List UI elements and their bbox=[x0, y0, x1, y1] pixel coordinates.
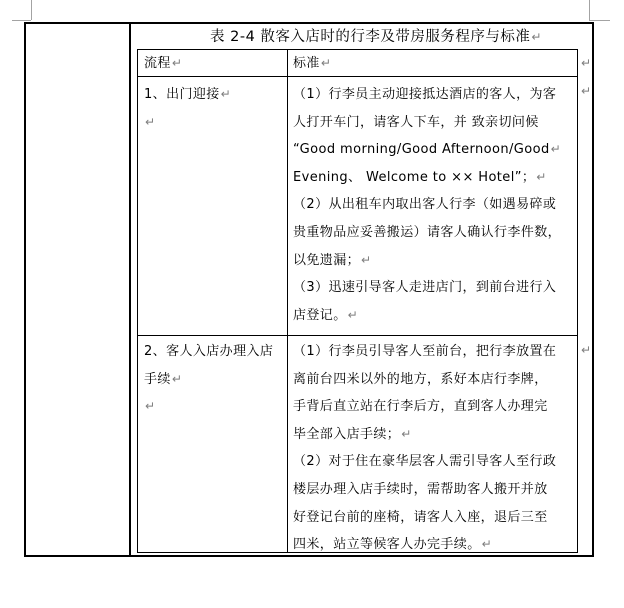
pilcrow-mark-icon bbox=[556, 454, 557, 468]
process-line bbox=[144, 109, 287, 137]
pilcrow-mark-icon: ↵ bbox=[536, 169, 547, 184]
header-process-label: 流程 bbox=[144, 56, 171, 71]
outer-table-column-divider bbox=[129, 24, 131, 555]
standard-line: （1）行李员引导客人至前台，把行李放置在 bbox=[293, 344, 557, 359]
pilcrow-mark-icon bbox=[539, 115, 540, 129]
process-line bbox=[144, 393, 287, 421]
pilcrow-mark-icon: ↵ bbox=[171, 371, 183, 386]
header-line bbox=[293, 50, 577, 76]
pilcrow-mark-icon: ↵ bbox=[145, 399, 156, 414]
row2-standard-cell bbox=[288, 336, 577, 552]
row1-standard-cell bbox=[288, 77, 577, 336]
margin-crop-mark-top-left-vertical bbox=[31, 0, 32, 20]
standard-line: Evening、 Welcome to ×× Hotel”；↵ bbox=[293, 169, 547, 185]
pilcrow-mark-icon bbox=[548, 482, 549, 496]
table-caption-text: 表 2-4 散客入店时的行李及带房服务程序与标准 bbox=[210, 29, 531, 45]
pilcrow-mark-icon: ↵ bbox=[171, 56, 183, 70]
margin-crop-mark-top-right-vertical bbox=[589, 0, 590, 20]
row2-process-cell bbox=[138, 336, 288, 552]
pilcrow-mark-icon: ↵ bbox=[531, 30, 542, 44]
service-standard-table bbox=[137, 49, 578, 553]
table-caption bbox=[137, 26, 577, 48]
pilcrow-mark-icon: ↵ bbox=[361, 252, 372, 267]
standard-line: 好登记台前的座椅，请客人入座，退后三至 bbox=[293, 509, 548, 525]
pilcrow-mark-icon: ↵ bbox=[550, 142, 562, 157]
pilcrow-mark-icon: ↵ bbox=[220, 87, 232, 101]
pilcrow-mark-icon: ↵ bbox=[401, 426, 412, 441]
process-line: 手续↵ bbox=[144, 371, 183, 387]
pilcrow-mark-icon bbox=[548, 510, 549, 524]
header-line bbox=[144, 50, 287, 76]
header-cell-process bbox=[138, 50, 288, 77]
standard-line: “Good morning/Good Afternoon/Good↵ bbox=[293, 142, 562, 158]
row1-process-cell bbox=[138, 77, 288, 336]
standard-line: 以免遗漏；↵ bbox=[293, 252, 372, 268]
pilcrow-mark-icon bbox=[548, 399, 549, 413]
pilcrow-mark-icon bbox=[556, 197, 557, 211]
pilcrow-mark-icon bbox=[556, 280, 557, 294]
standard-line: （2）从出租车内取出客人行李（如遇易碎或 bbox=[293, 197, 557, 213]
standard-line: 楼层办理入店手续时，需帮助客人搬开并放 bbox=[293, 481, 548, 497]
standard-line: 四米，站立等候客人办完手续。↵ bbox=[293, 537, 493, 552]
standard-line: 贵重物品应妥善搬运）请客人确认行李件数， bbox=[293, 224, 562, 240]
standard-line: 店登记。↵ bbox=[293, 307, 359, 323]
margin-crop-mark-top-right-horizontal bbox=[589, 20, 610, 21]
row-end-pilcrow-mark-icon: ↵ bbox=[581, 84, 592, 98]
standard-line: （1）行李员主动迎接抵达酒店的客人，为客 bbox=[293, 87, 557, 102]
header-cell-standard bbox=[288, 50, 577, 77]
pilcrow-mark-icon bbox=[273, 344, 274, 358]
pilcrow-mark-icon: ↵ bbox=[320, 56, 332, 70]
process-line: 1、出门迎接↵ bbox=[144, 87, 232, 102]
standard-line: 手背后直立站在行李后方，直到客人办理完 bbox=[293, 399, 548, 415]
pilcrow-mark-icon: ↵ bbox=[145, 114, 156, 129]
pilcrow-mark-icon bbox=[561, 225, 562, 239]
pilcrow-mark-icon bbox=[548, 372, 549, 386]
pilcrow-mark-icon: ↵ bbox=[347, 307, 359, 322]
header-standard-label: 标准 bbox=[293, 56, 320, 71]
row-end-pilcrow-mark-icon: ↵ bbox=[581, 343, 592, 357]
pilcrow-mark-icon: ↵ bbox=[481, 537, 493, 552]
pilcrow-mark-icon bbox=[556, 344, 557, 358]
standard-line: 毕全部入店手续；↵ bbox=[293, 426, 412, 442]
standard-line: 离前台四米以外的地方，系好本店行李牌， bbox=[293, 371, 548, 387]
row-end-pilcrow-mark-icon: ↵ bbox=[581, 56, 592, 70]
pilcrow-mark-icon bbox=[556, 87, 557, 101]
process-line: 2、客人入店办理入店 bbox=[144, 344, 274, 359]
standard-line: （2）对于住在豪华层客人需引导客人至行政 bbox=[293, 454, 557, 470]
margin-crop-mark-top-left-horizontal bbox=[12, 20, 31, 21]
standard-line: 人打开车门，请客人下车，并 致亲切问候 bbox=[293, 114, 539, 130]
standard-line: （3）迅速引导客人走进店门，到前台进行入 bbox=[293, 280, 557, 296]
